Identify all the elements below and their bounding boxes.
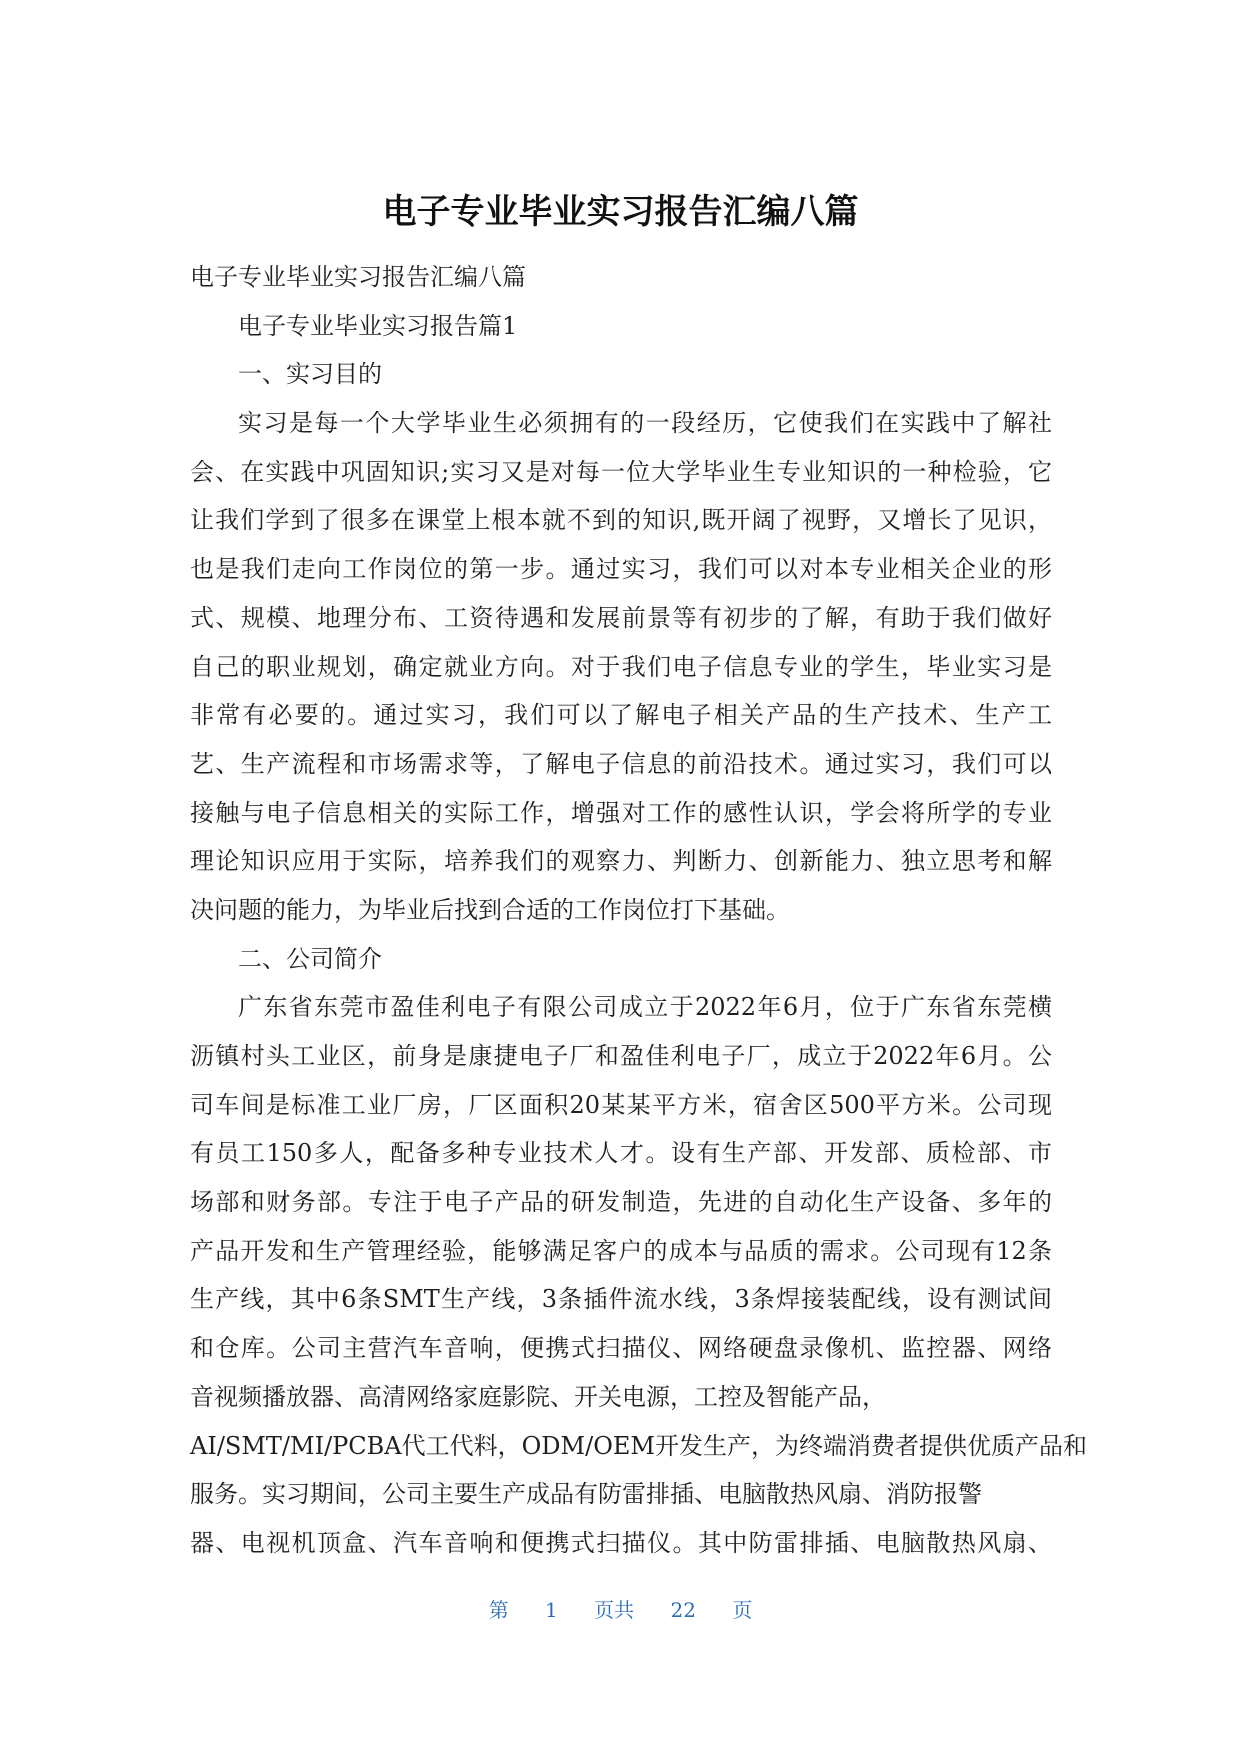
section-title: 电子专业毕业实习报告篇1 [238, 311, 518, 340]
text-line: 也是我们走向工作岗位的第一步。通过实习，我们可以对本专业相关企业的形 [190, 555, 1052, 584]
text-line: 决问题的能力，为毕业后找到合适的工作岗位打下基础。 [190, 895, 790, 924]
heading-company-profile: 二、公司简介 [238, 944, 382, 973]
text-line: 器、电视机顶盒、汽车音响和便携式扫描仪。其中防雷排插、电脑散热风扇、 [190, 1528, 1052, 1557]
text-line: 产品开发和生产管理经验，能够满足客户的成本与品质的需求。公司现有12条 [190, 1236, 1052, 1265]
paragraph-company-profile [190, 983, 1087, 1567]
footer-prefix: 第 [488, 1598, 509, 1622]
text-line: 沥镇村头工业区，前身是康捷电子厂和盈佳利电子厂，成立于2022年6月。公 [190, 1042, 1052, 1070]
text-line: 艺、生产流程和市场需求等，了解电子信息的前沿技术。通过实习，我们可以 [190, 749, 1052, 778]
paragraph-internship-purpose [190, 399, 1052, 935]
document-title: 电子专业毕业实习报告汇编八篇 [382, 192, 859, 232]
text-line: 让我们学到了很多在课堂上根本就不到的知识,既开阔了视野，又增长了见识， [190, 506, 1052, 535]
text-line: 服务。实习期间，公司主要生产成品有防雷排插、电脑散热风扇、消防报警 [190, 1480, 982, 1509]
text-line: 音视频播放器、高清网络家庭影院、开关电源，工控及智能产品， [190, 1382, 886, 1411]
footer-middle: 页共 [594, 1598, 635, 1622]
text-line: 和仓库。公司主营汽车音响，便携式扫描仪、网络硬盘录像机、监控器、网络 [190, 1334, 1052, 1363]
text-line: 场部和财务部。专注于电子产品的研发制造，先进的自动化生产设备、多年的 [190, 1188, 1052, 1217]
document-subtitle: 电子专业毕业实习报告汇编八篇 [190, 263, 526, 291]
text-line: 自己的职业规划，确定就业方向。对于我们电子信息专业的学生，毕业实习是 [190, 652, 1052, 681]
text-line: 式、规模、地理分布、工资待遇和发展前景等有初步的了解，有助于我们做好 [190, 603, 1052, 632]
page-footer [0, 1594, 1241, 1623]
footer-page-number: 1 [545, 1598, 558, 1622]
footer-total-pages: 22 [670, 1598, 696, 1622]
text-line: 会、在实践中巩固知识;实习又是对每一位大学毕业生专业知识的一种检验，它 [190, 457, 1052, 486]
heading-internship-purpose: 一、实习目的 [238, 360, 382, 389]
footer-suffix: 页 [732, 1598, 753, 1622]
text-line: 有员工150多人，配备多种专业技术人才。设有生产部、开发部、质检部、市 [190, 1139, 1052, 1168]
text-line: AI/SMT/MI/PCBA代工代料，ODM/OEM开发生产，为终端消费者提供优质产品和 [190, 1431, 1087, 1460]
text-line: 生产线，其中6条SMT生产线，3条插件流水线，3条焊接装配线，设有测试间 [190, 1285, 1052, 1314]
text-line: 理论知识应用于实际，培养我们的观察力、判断力、创新能力、独立思考和解 [190, 847, 1052, 876]
text-line: 广东省东莞市盈佳利电子有限公司成立于2022年6月，位于广东省东莞横 [238, 993, 1052, 1022]
document-body [190, 253, 1087, 1568]
text-line: 实习是每一个大学毕业生必须拥有的一段经历，它使我们在实践中了解社 [238, 409, 1052, 438]
text-line: 司车间是标准工业厂房，厂区面积20某某平方米，宿舍区500平方米。公司现 [190, 1090, 1052, 1119]
text-line: 非常有必要的。通过实习，我们可以了解电子相关产品的生产技术、生产工 [190, 701, 1052, 730]
text-line: 接触与电子信息相关的实际工作，增强对工作的感性认识，学会将所学的专业 [190, 798, 1052, 827]
